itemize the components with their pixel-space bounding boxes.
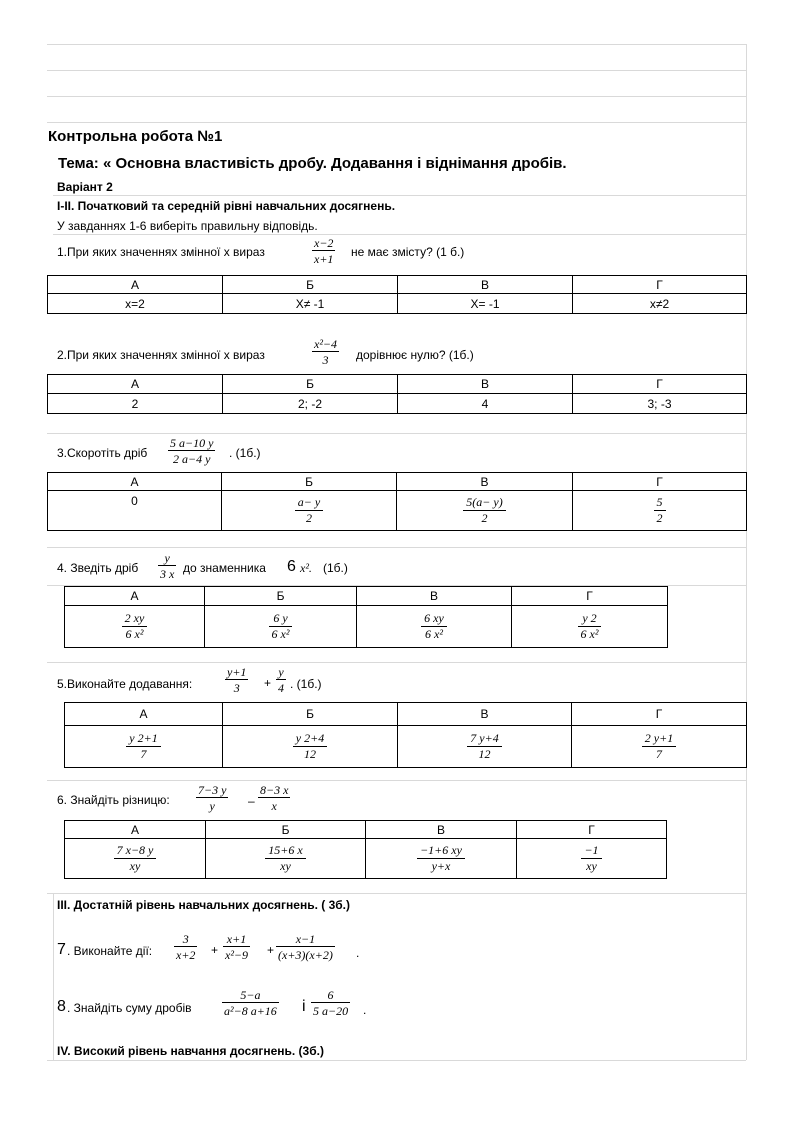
column-header: Г	[573, 375, 747, 394]
table-header-row	[48, 276, 747, 294]
grid-line	[47, 547, 746, 548]
fraction: $\frac{6 xy}{\text{6 x²}}$	[421, 611, 447, 642]
grid-line	[47, 433, 746, 434]
fraction: $\frac{5-a}{\text{a²−8 a+16}}$	[224, 988, 277, 1018]
column-header: Г	[512, 587, 668, 606]
answer-table-q4	[64, 586, 668, 648]
question-text: не має змісту? (1 б.)	[351, 245, 465, 259]
fraction: $\frac{6 y}{\text{6 x²}}$	[269, 611, 293, 642]
question-text: 4. Зведіть дріб	[57, 561, 139, 575]
fraction: $\frac{x+1}{\text{x²−9}}$	[225, 932, 249, 962]
question-number: 8	[57, 998, 66, 1015]
table-row	[65, 839, 667, 879]
answer-option-d[interactable]: x≠2	[573, 294, 747, 314]
answer-option-c[interactable]	[357, 606, 512, 648]
table-header-row	[48, 375, 747, 394]
question-text: . Виконайте дії:	[67, 944, 153, 958]
fraction: $\frac{8-3 x}{x}$	[260, 783, 289, 813]
question-text: . (1б.)	[290, 677, 322, 691]
column-header: Б	[223, 375, 398, 394]
fraction: $\frac{15+6 x}{xy}$	[265, 843, 305, 874]
minus-sign: –	[248, 794, 255, 808]
column-header: В	[397, 473, 573, 491]
answer-option-d[interactable]	[517, 839, 667, 879]
column-header: А	[48, 473, 222, 491]
answer-option-a[interactable]: 2	[48, 394, 223, 414]
conjunction: і	[302, 998, 306, 1015]
answer-table-q3	[47, 472, 747, 531]
answer-option-c[interactable]	[398, 726, 572, 768]
grid-line	[47, 96, 746, 97]
fraction: $\frac{3}{x+2}$	[176, 932, 196, 962]
answer-option-b[interactable]	[205, 606, 357, 648]
fraction: $\frac{-1}{xy}$	[581, 843, 601, 874]
column-header: Б	[222, 473, 397, 491]
instruction: У завданнях 1-6 виберіть правильну відповідь.	[57, 219, 318, 233]
section-heading-3: III. Достатній рівень навчальних досягнень. ( 3б.)	[57, 898, 350, 912]
page-title: Контрольна робота №1	[48, 128, 223, 145]
table-header-row	[65, 703, 747, 726]
column-header: А	[65, 821, 206, 839]
grid-line	[47, 893, 746, 894]
grid-line	[53, 893, 54, 1060]
answer-option-b[interactable]	[223, 726, 398, 768]
answer-option-d[interactable]	[573, 491, 747, 531]
answer-option-a[interactable]	[65, 606, 205, 648]
answer-option-a[interactable]: 0	[48, 491, 222, 531]
variant-label: Варіант 2	[57, 180, 113, 194]
column-header: А	[65, 703, 223, 726]
column-header: Г	[517, 821, 667, 839]
question-text: .	[356, 946, 360, 960]
question-text: (1б.)	[323, 561, 348, 575]
column-header: Г	[573, 276, 747, 294]
question-text: . Знайдіть суму дробів	[67, 1001, 192, 1015]
grid-line	[47, 44, 746, 45]
fraction: $\frac{y 2+4}{12}$	[293, 731, 327, 762]
column-header: В	[398, 703, 572, 726]
answer-option-a[interactable]	[65, 839, 206, 879]
answer-option-d[interactable]: 3; -3	[573, 394, 747, 414]
column-header: Б	[205, 587, 357, 606]
answer-option-b[interactable]	[222, 491, 397, 531]
fraction: $\frac{x-1}{(x+3)(x+2)}$	[278, 932, 333, 962]
target-coefficient: 6	[287, 558, 296, 575]
column-header: Г	[573, 473, 747, 491]
column-header: В	[398, 276, 573, 294]
table-row	[65, 606, 668, 648]
answer-option-b[interactable]: X≠ -1	[223, 294, 398, 314]
column-header: В	[398, 375, 573, 394]
question-text: 3.Скоротіть дріб	[57, 446, 148, 460]
fraction: $\frac{6}{5 a-20}$	[313, 988, 349, 1018]
fraction: $\frac{7 y+4}{12}$	[467, 731, 501, 762]
grid-line	[47, 662, 746, 663]
answer-option-a[interactable]: x=2	[48, 294, 223, 314]
fraction: $\frac{y 2+1}{7}$	[126, 731, 160, 762]
fraction: $\frac{-1+6 xy}{y+x}$	[417, 843, 465, 874]
column-header: Б	[223, 276, 398, 294]
column-header: Б	[223, 703, 398, 726]
fraction: $\frac{5 a-10 y}{2 a-4 y}$	[170, 436, 214, 466]
answer-table-q6	[64, 820, 667, 879]
fraction: $\frac{2 y+1}{7}$	[642, 731, 676, 762]
fraction: $\frac{y}{4}$	[278, 665, 284, 695]
fraction: $\frac{7-3 y}{y}$	[198, 783, 227, 813]
grid-line	[53, 234, 746, 235]
grid-line	[53, 195, 746, 196]
table-row	[48, 294, 747, 314]
question-text: до знаменника	[183, 561, 266, 575]
column-header: А	[48, 276, 223, 294]
column-header: В	[357, 587, 512, 606]
fraction: $\frac{\text{x²−4}}{3}$	[314, 337, 338, 367]
column-header: Б	[206, 821, 366, 839]
fraction: $\frac{2 xy}{\text{6 x²}}$	[122, 611, 148, 642]
question-text: . (1б.)	[229, 446, 261, 460]
section-heading-1: I-II. Початковий та середній рівні навчальних досягнень.	[57, 199, 396, 213]
answer-table-q1	[47, 275, 747, 314]
table-header-row	[65, 821, 667, 839]
table-header-row	[48, 473, 747, 491]
fraction: $\frac{7 x-8 y}{xy}$	[114, 843, 157, 874]
question-text: 1.При яких значеннях змінної х вираз	[57, 245, 265, 259]
plus-sign: +	[267, 943, 275, 957]
answer-option-d[interactable]	[572, 726, 747, 768]
question-text: .	[363, 1003, 367, 1017]
question-text: 6. Знайдіть різницю:	[57, 793, 170, 807]
target-variable: x².	[300, 561, 312, 575]
fraction: $\frac{5}{2}$	[654, 495, 666, 526]
grid-line	[47, 1060, 746, 1061]
fraction: $\frac{x-2}{x+1}$	[314, 236, 334, 266]
answer-table-q2	[47, 374, 747, 414]
answer-option-c[interactable]	[397, 491, 573, 531]
column-header: В	[366, 821, 517, 839]
table-row	[65, 726, 747, 768]
fraction: $\frac{a- y}{2}$	[295, 495, 323, 526]
column-header: А	[48, 375, 223, 394]
question-text: дорівнює нулю? (1б.)	[356, 348, 474, 362]
column-header: Г	[572, 703, 747, 726]
section-heading-4: IV. Високий рівень навчання досягнень. (3б.)	[57, 1044, 324, 1058]
question-text: 2.При яких значеннях змінної х вираз	[57, 348, 265, 362]
answer-option-b[interactable]	[206, 839, 366, 879]
grid-line	[47, 780, 746, 781]
topic-line: Тема: « Основна властивість дробу. Додавання і віднімання дробів.	[58, 155, 567, 172]
fraction: $\frac{5(a- y)}{2}$	[463, 495, 505, 526]
table-header-row	[65, 587, 668, 606]
question-number: 7	[57, 941, 66, 958]
table-row	[48, 491, 747, 531]
fraction: $\frac{y}{3 x}$	[160, 551, 175, 581]
answer-option-a[interactable]	[65, 726, 223, 768]
table-row	[48, 394, 747, 414]
answer-option-d[interactable]	[512, 606, 668, 648]
question-text: 5.Виконайте додавання:	[57, 677, 193, 691]
fraction: $\frac{y 2}{\text{6 x²}}$	[578, 611, 602, 642]
grid-line	[746, 44, 747, 1060]
plus-sign: +	[264, 676, 272, 690]
answer-option-b[interactable]: 2; -2	[223, 394, 398, 414]
grid-line	[47, 70, 746, 71]
grid-line	[47, 122, 746, 123]
column-header: А	[65, 587, 205, 606]
answer-option-c[interactable]: X= -1	[398, 294, 573, 314]
plus-sign: +	[211, 943, 219, 957]
answer-option-c[interactable]: 4	[398, 394, 573, 414]
answer-table-q5	[64, 702, 747, 768]
answer-option-c[interactable]	[366, 839, 517, 879]
fraction: $\frac{y+1}{3}$	[227, 665, 247, 695]
